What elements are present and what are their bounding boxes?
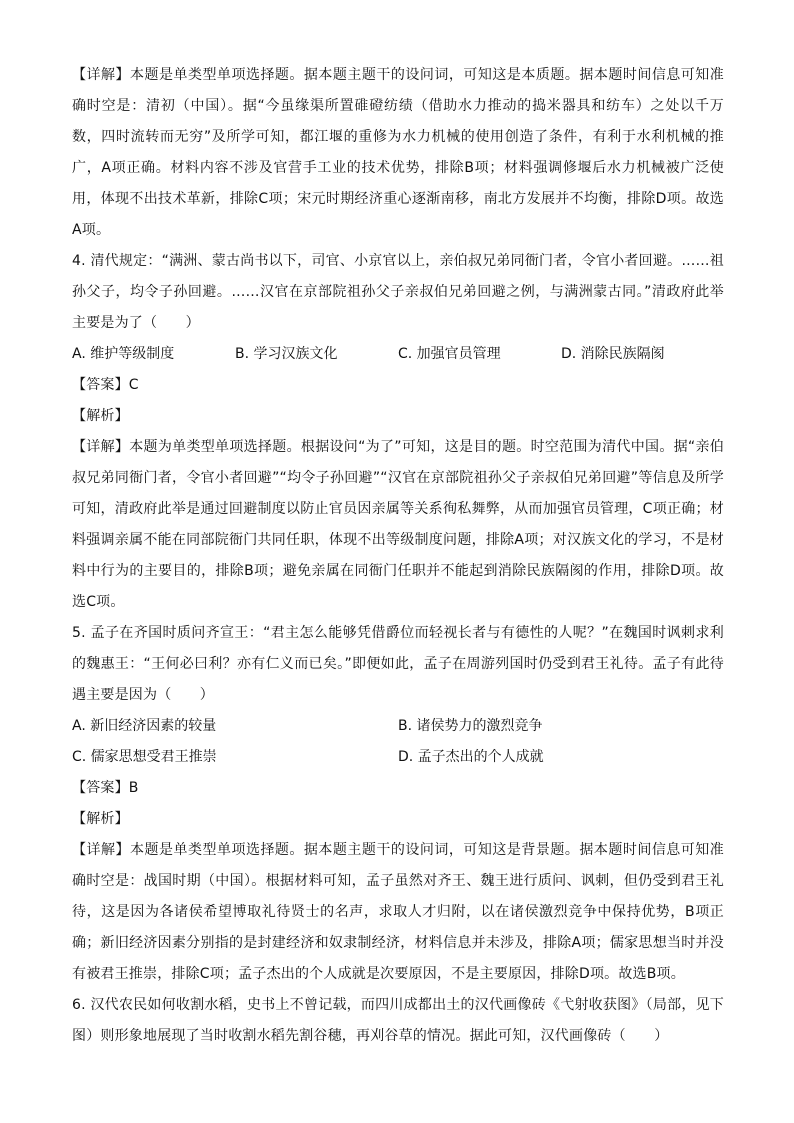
q4-detail: 【详解】本题为单类型单项选择题。根据设问“为了”可知，这是目的题。时空范围为清代中国。据“亲伯叔兄弟同衙门者，令官小者回避”“均令子孙回避”“汉官在京部院祖孙父子亲叔伯兄弟回避”等信息及所学可知，清政府此举是通过回避制度以防止官员因亲属等关系徇私舞弊，从而加强官员管理，C项正确；材料强调亲属不能在同部院衙门共同任职，体现不出等级制度问题，排除A项；对汉族文化的学习，不是材料中行为的主要目的，排除B项；避免亲属在同衙门任职并不能起到消除民族隔阂的作用，排除D项。故选C项。 <box>72 439 724 610</box>
q5-answer: 【答案】B <box>72 780 139 796</box>
q5-stem: 5. 孟子在齐国时质问齐宣王：“君主怎么能够凭借爵位而轻视长者与有德性的人呢？”在魏国时讽刺求利的魏惠王：“王何必曰利？亦有仁义而已矣。”即便如此，孟子在周游列国时仍受到君王礼待。孟子有此待遇主要是因为（ ） <box>72 625 724 703</box>
q4-option-a: A. 维护等级制度 <box>72 346 175 362</box>
document-page <box>72 60 724 1052</box>
q5-options-row2 <box>72 742 724 773</box>
q4-analysis: 【解析】 <box>72 408 129 424</box>
q4-stem: 4. 清代规定：“满洲、蒙古尚书以下，司官、小京官以上，亲伯叔兄弟同衙门者，令官小者回避。……祖孙父子，均令子孙回避。……汉官在京部院祖孙父子亲叔伯兄弟回避之例，与满洲蒙古同。”清政府此举主要是为了（ ） <box>72 253 724 331</box>
q5-option-d: D. 孟子杰出的个人成就 <box>398 749 544 765</box>
q4-options <box>72 339 724 370</box>
q5-options-row1 <box>72 711 724 742</box>
q4-option-c: C. 加强官员管理 <box>398 346 501 362</box>
q5-option-b: B. 诸侯势力的激烈竞争 <box>398 718 543 734</box>
q4-option-d: D. 消除民族隔阂 <box>561 346 665 362</box>
q5-option-c: C. 儒家思想受君王推崇 <box>72 749 217 765</box>
q6-stem: 6. 汉代农民如何收割水稻，史书上不曾记载，而四川成都出土的汉代画像砖《弋射收获图》（局部，见下图）则形象地展现了当时收割水稻先割谷穗，再刈谷草的情况。据此可知，汉代画像砖（ ） <box>72 997 724 1044</box>
q4-answer: 【答案】C <box>72 377 139 393</box>
q5-option-a: A. 新旧经济因素的较量 <box>72 718 217 734</box>
q3-detail: 【详解】本题是单类型单项选择题。据本题主题干的设问词，可知这是本质题。据本题时间信息可知准确时空是：清初（中国）。据“今虽缘渠所置碓磴纺绩（借助水力推动的捣米器具和纺车）之处以千万数，四时流转而无穷”及所学可知，都江堰的重修为水力机械的使用创造了条件，有利于水利机械的推广，A项正确。材料内容不涉及官营手工业的技术优势，排除B项；材料强调修堰后水力机械被广泛使用，体现不出技术革新，排除C项；宋元时期经济重心逐渐南移，南北方发展并不均衡，排除D项。故选A项。 <box>72 67 724 238</box>
q4-option-b: B. 学习汉族文化 <box>235 346 338 362</box>
q5-detail: 【详解】本题是单类型单项选择题。据本题主题干的设问词，可知这是背景题。据本题时间信息可知准确时空是：战国时期（中国）。根据材料可知，孟子虽然对齐王、魏王进行质问、讽刺，但仍受到君王礼待，这是因为各诸侯希望博取礼待贤士的名声，求取人才归附，以在诸侯激烈竞争中保持优势，B项正确；新旧经济因素分别指的是封建经济和奴隶制经济，材料信息并未涉及，排除A项；儒家思想当时并没有被君王推崇，排除C项；孟子杰出的个人成就是次要原因，不是主要原因，排除D项。故选B项。 <box>72 842 724 982</box>
q5-analysis: 【解析】 <box>72 811 129 827</box>
